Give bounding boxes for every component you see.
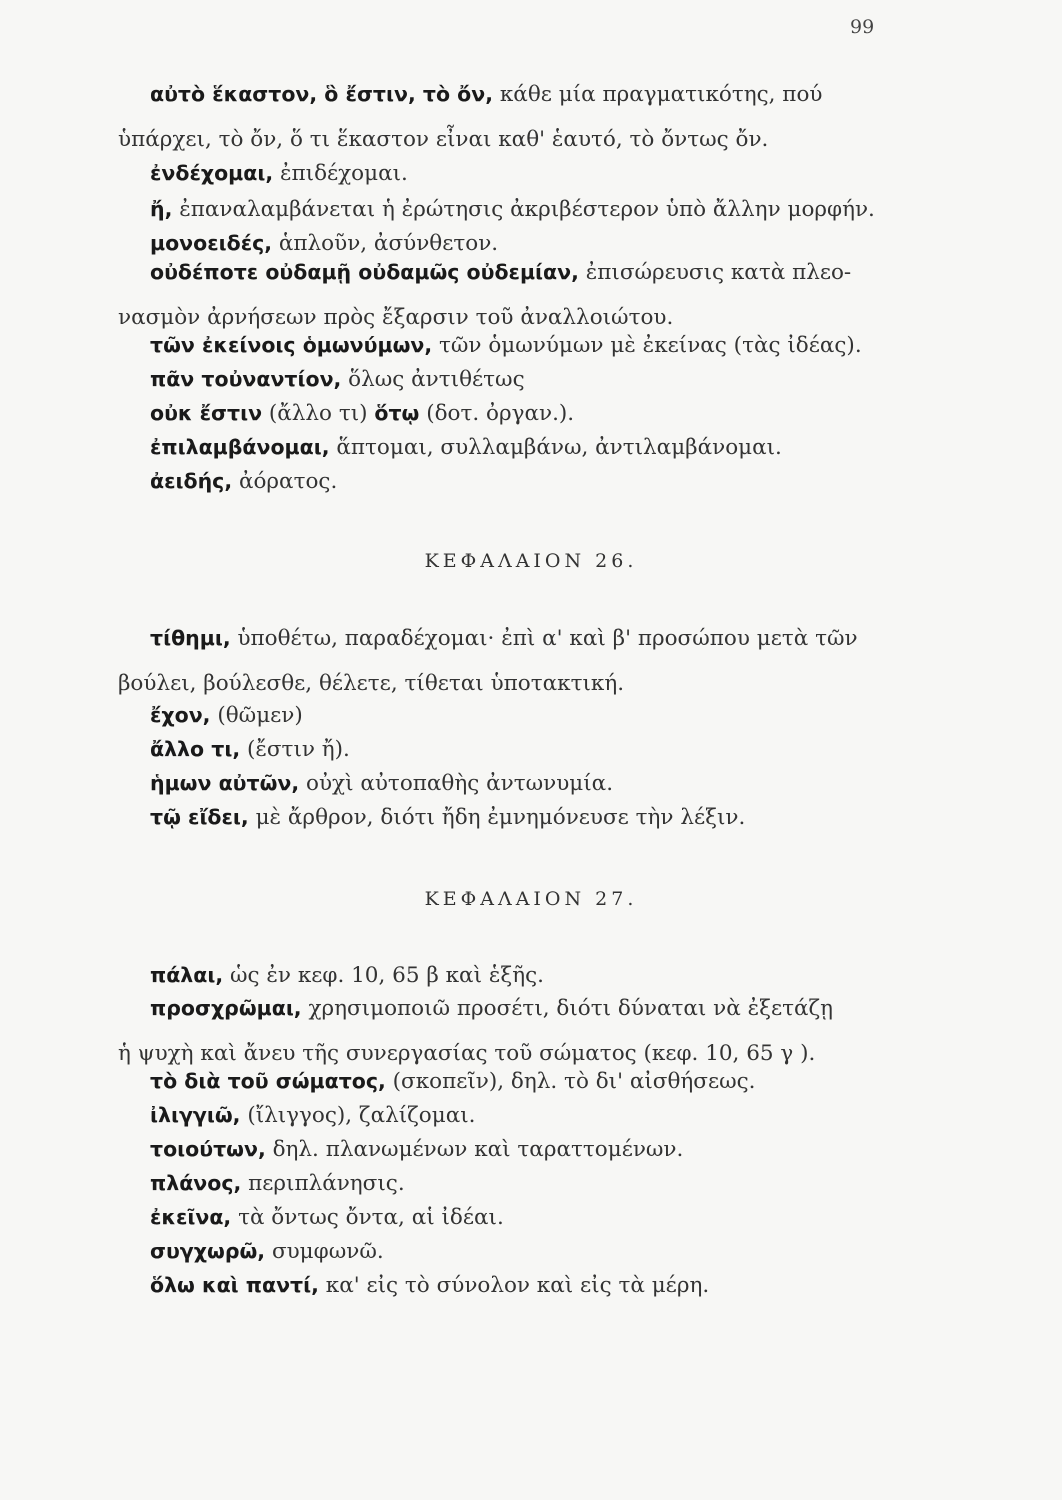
entry-term: ἐκεῖνα, xyxy=(150,1205,232,1229)
entry-continuation: ὑπάρχει, τὸ ὄν, ὅ τι ἕκαστον εἶναι καθ' ἑαυτό, τὸ ὄντως ὄν. xyxy=(118,127,769,152)
entry-term: ἄλλο τι, xyxy=(150,737,241,761)
entry-term: μονοειδές, xyxy=(150,231,273,255)
entry-definition: συμφωνῶ. xyxy=(271,1239,384,1264)
entry-definition: (θῶμεν) xyxy=(217,703,303,728)
entry-definition: δηλ. πλανωμένων καὶ ταραττομένων. xyxy=(272,1137,684,1162)
entry-definition: (ἔστιν ἤ). xyxy=(246,737,350,762)
entry-definition: ὅλως ἀντιθέτως xyxy=(348,367,525,392)
entry-term: ἰλιγγιῶ, xyxy=(150,1103,241,1127)
entry-definition: τὰ ὄντως ὄντα, αἱ ἰδέαι. xyxy=(238,1205,504,1230)
entry-term: πᾶν τοὐναντίον, xyxy=(150,367,342,391)
entry-definition: (σκοπεῖν), δηλ. τὸ δι' αἰσθήσεως. xyxy=(392,1069,756,1094)
entry-term-secondary: ὅτῳ xyxy=(374,401,420,425)
entry-term: πάλαι, xyxy=(150,963,224,987)
entry-term: πλάνος, xyxy=(150,1171,242,1195)
entry-term: ἔχον, xyxy=(150,703,211,727)
entry-definition: (ἴλιγγος), ζαλίζομαι. xyxy=(247,1103,476,1128)
page-number: 99 xyxy=(850,16,875,38)
entry-continuation: νασμὸν ἀρνήσεων πρὸς ἔξαρσιν τοῦ ἀναλλοιώτου. xyxy=(118,305,674,330)
entry-term: τίθημι, xyxy=(150,626,231,650)
entry-continuation: βούλει, βούλεσθε, θέλετε, τίθεται ὑποτακτική. xyxy=(118,671,625,696)
entry-definition: οὐχὶ αὐτοπαθὴς ἀντωνυμία. xyxy=(306,771,614,796)
entry-term: προσχρῶμαι, xyxy=(150,996,302,1020)
entry-term: οὐκ ἔστιν xyxy=(150,401,263,425)
entry-term: ἤ, xyxy=(150,197,173,221)
entry-term: τῷ εἴδει, xyxy=(150,805,249,829)
entry-definition: ὡς ἐν κεφ. 10, 65 β καὶ ἑξῆς. xyxy=(229,963,544,988)
entry-definition: κάθε μία πραγματικότης, πού xyxy=(499,82,823,107)
chapter-heading: ΚΕΦΑΛΑΙΟΝ 26. xyxy=(424,550,638,572)
entry-term: ἐπιλαμβάνομαι, xyxy=(150,435,330,459)
glossary-entry xyxy=(150,1262,902,1309)
entry-definition: ἐπαναλαμβάνεται ἡ ἐρώτησις ἀκριβέστερον ὑπὸ ἄλλην μορφήν. xyxy=(179,197,875,222)
entry-definition: τῶν ὁμωνύμων μὲ ἐκείνας (τὰς ἰδέας). xyxy=(439,333,862,358)
entry-term: συγχωρῶ, xyxy=(150,1239,266,1263)
chapter-heading: ΚΕΦΑΛΑΙΟΝ 27. xyxy=(424,888,638,910)
entry-definition: μὲ ἄρθρον, διότι ἤδη ἐμνημόνευσε τὴν λέξιν. xyxy=(255,805,746,830)
entry-term: ὅλω καὶ παντί, xyxy=(150,1273,319,1297)
entry-term: αὐτὸ ἕκαστον, ὃ ἔστιν, τὸ ὄν, xyxy=(150,82,494,106)
entry-definition: περιπλάνησις. xyxy=(248,1171,405,1196)
entry-definition: ἐπισώρευσις κατὰ πλεο- xyxy=(585,260,852,285)
entry-term: ἀειδής, xyxy=(150,469,233,493)
entry-definition: χρησιμοποιῶ προσέτι, διότι δύναται νὰ ἐξετάζῃ xyxy=(308,996,834,1021)
entry-term: ἡμων αὐτῶν, xyxy=(150,771,300,795)
entry-definition: ἐπιδέχομαι. xyxy=(279,161,408,186)
entry-term: ἐνδέχομαι, xyxy=(150,161,274,185)
entry-definition: ἅπτομαι, συλλαμβάνω, ἀντιλαμβάνομαι. xyxy=(336,435,782,460)
glossary-entry xyxy=(118,72,902,162)
entry-definition: (ἄλλο τι) xyxy=(268,401,368,426)
entry-continuation: ἡ ψυχὴ καὶ ἄνευ τῆς συνεργασίας τοῦ σώματος (κεφ. 10, 65 γ ). xyxy=(118,1041,816,1066)
glossary-entry xyxy=(150,794,902,841)
entry-term: τὸ διὰ τοῦ σώματος, xyxy=(150,1069,386,1093)
entry-definition: ἀόρατος. xyxy=(238,469,338,494)
entry-term: οὐδέποτε οὐδαμῇ οὐδαμῶς οὐδεμίαν, xyxy=(150,260,579,284)
entry-definition: ὑποθέτω, παραδέχομαι· ἐπὶ α' καὶ β' προσώπου μετὰ τῶν xyxy=(237,626,858,651)
glossary-entry xyxy=(150,458,902,505)
entry-term: τῶν ἐκείνοις ὁμωνύμων, xyxy=(150,333,433,357)
entry-definition: κα' εἰς τὸ σύνολον καὶ εἰς τὰ μέρη. xyxy=(325,1273,710,1298)
entry-term: τοιούτων, xyxy=(150,1137,266,1161)
entry-definition-secondary: (δοτ. ὀργαν.). xyxy=(426,401,575,426)
entry-definition: ἁπλοῦν, ἀσύνθετον. xyxy=(278,231,499,256)
